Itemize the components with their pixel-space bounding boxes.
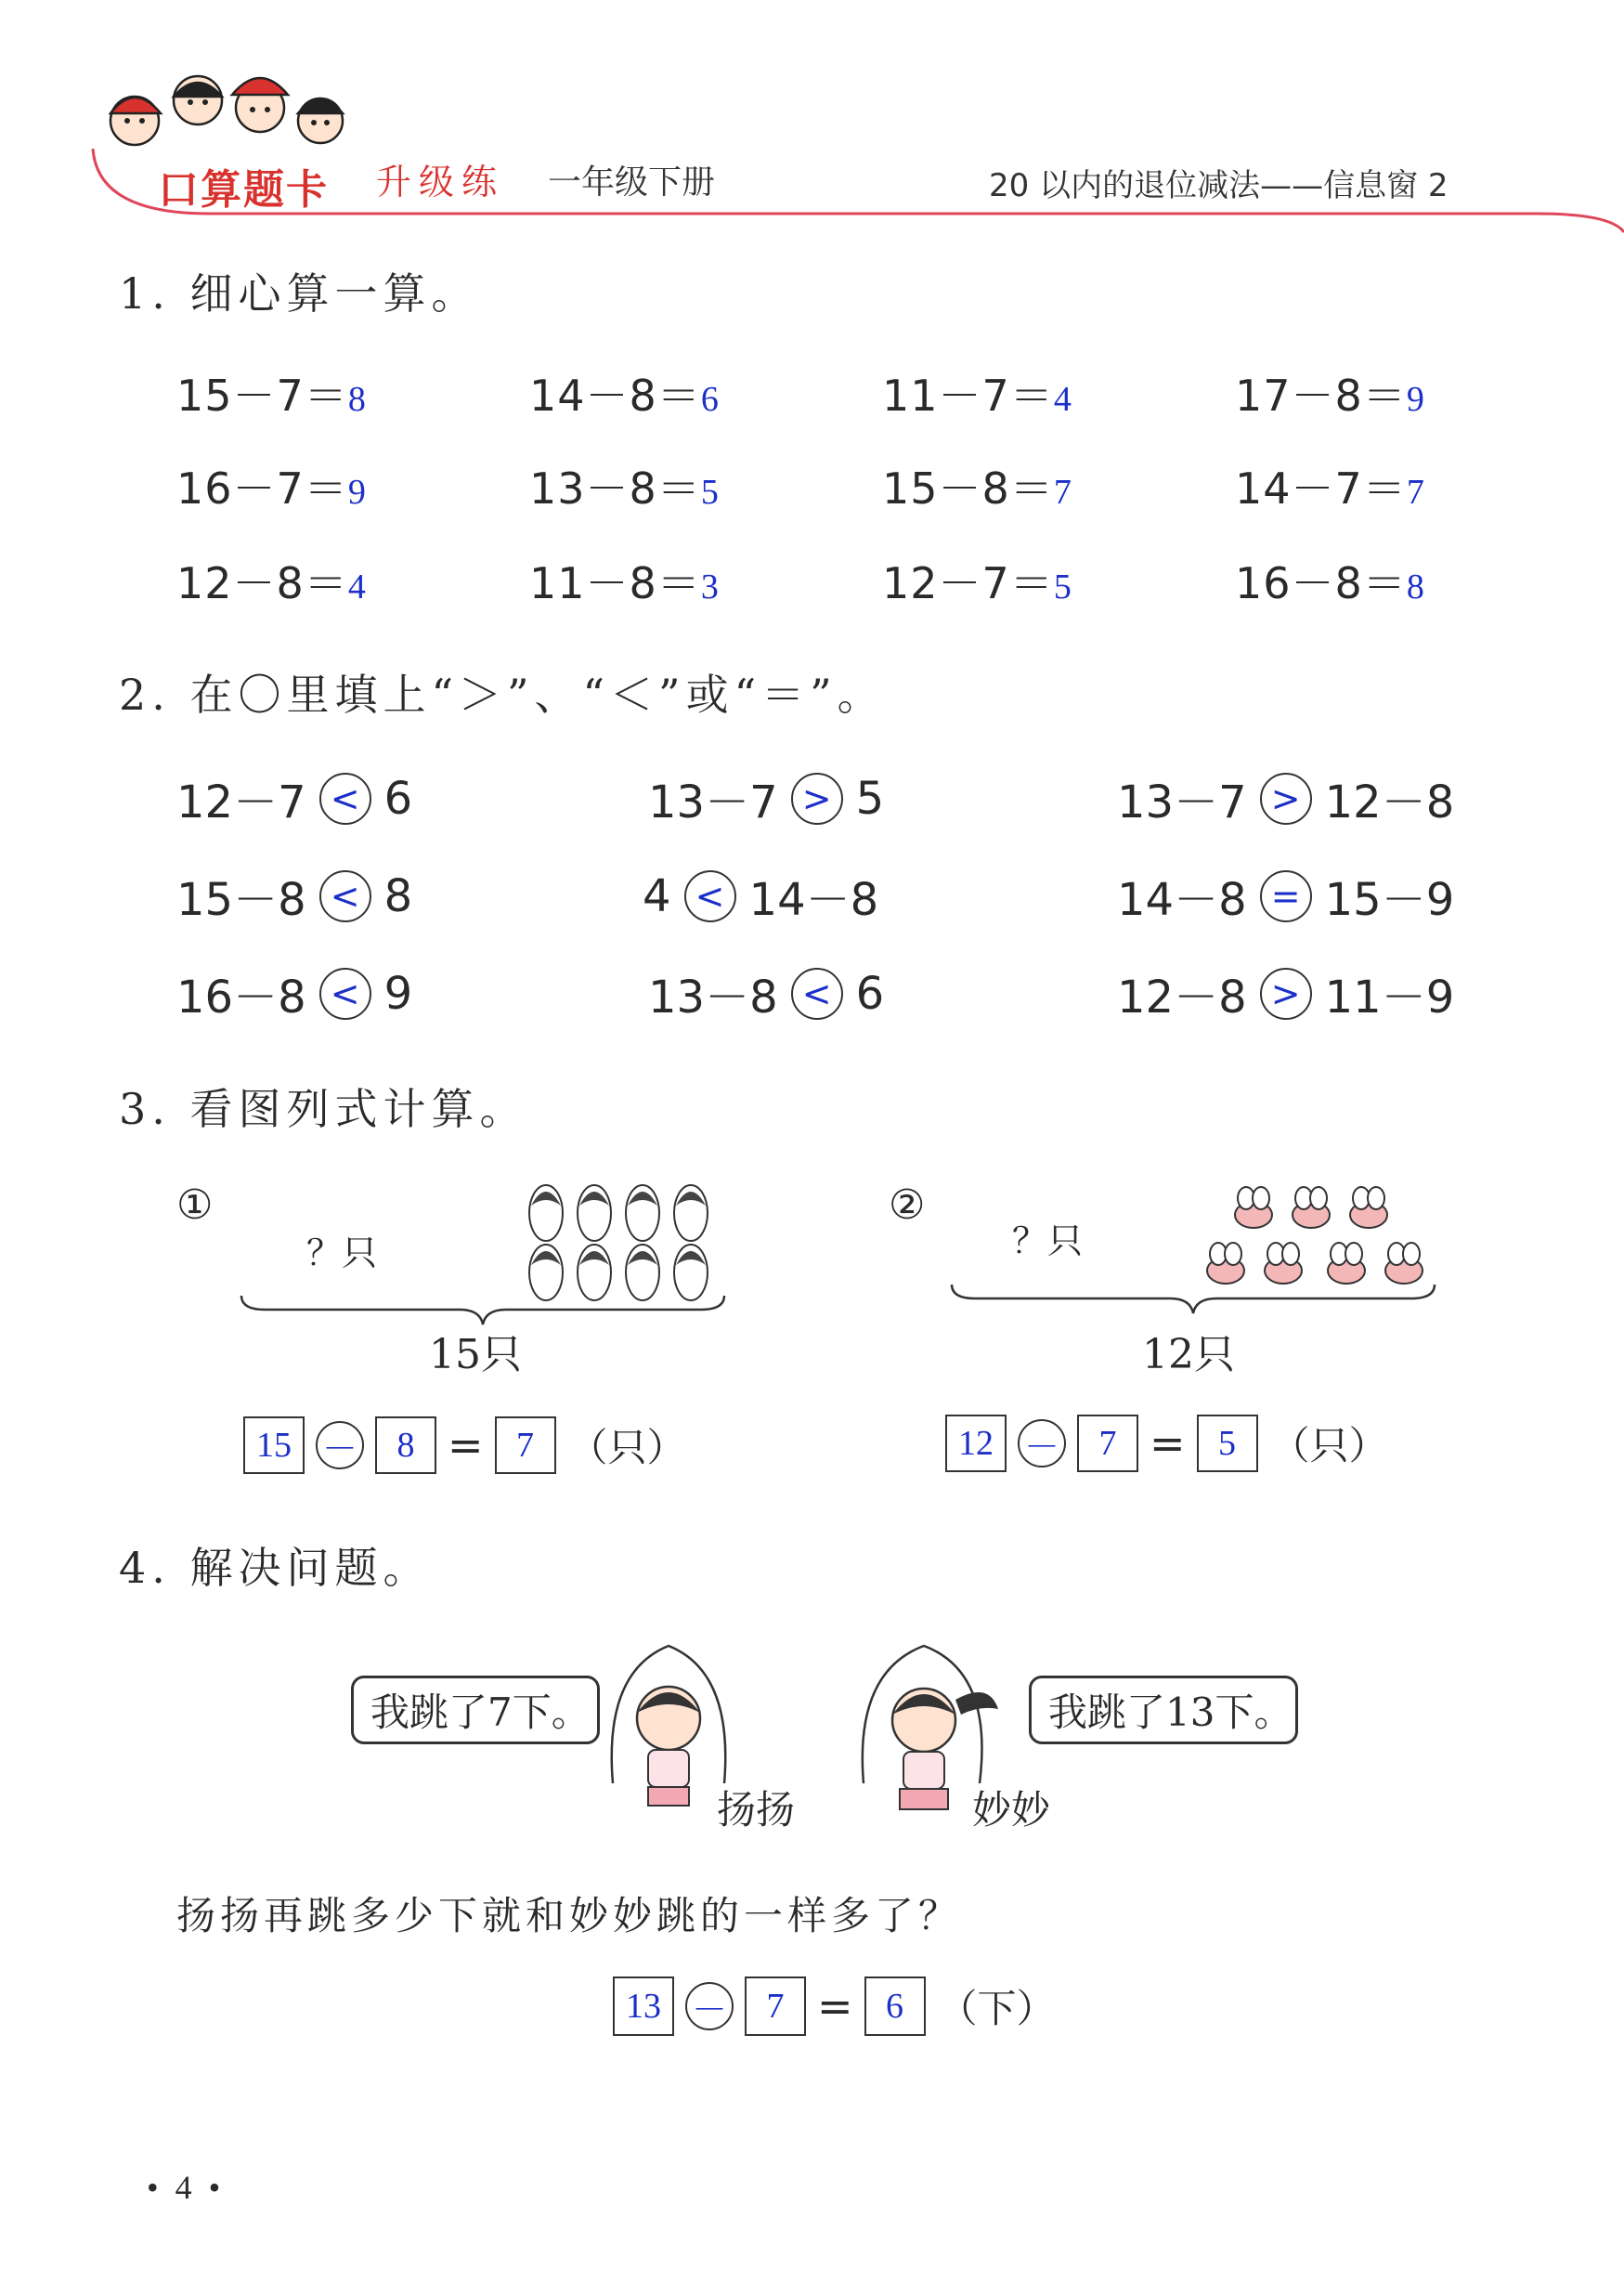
question-4-title: 4. 解决问题。 [119, 1543, 432, 1593]
question-2-title: 2. 在〇里填上“＞”、“＜”或“＝”。 [119, 670, 886, 720]
q2-comparison: 4 < 14－8 [643, 869, 879, 926]
q1-equation: 14－8＝6 [529, 371, 720, 421]
answer: 6 [700, 380, 720, 419]
answer: 8 [1406, 567, 1425, 607]
speech-bubble-right: 我跳了13下。 [1029, 1676, 1298, 1744]
answer-box: 13 [613, 1976, 674, 2036]
answer: 7 [1053, 473, 1072, 512]
part-1-formula [243, 1416, 686, 1474]
compare-circle: > [791, 773, 843, 825]
equals-sign: = [1150, 1418, 1186, 1468]
q2-comparison: 15－8 < 8 [176, 869, 413, 926]
answer: 7 [1406, 473, 1425, 512]
q2-comparison: 13－8 < 6 [648, 967, 885, 1024]
q2-comparison: 12－7 < 6 [176, 772, 413, 828]
part-1-number: ① [176, 1181, 214, 1229]
answer-box: 8 [375, 1416, 436, 1474]
question-1-title: 1. 细心算一算。 [119, 268, 480, 319]
unknown-label: ？只 [1012, 1220, 1084, 1261]
operator-circle: － [316, 1421, 364, 1469]
compare-circle: < [319, 773, 371, 825]
part-2-formula [945, 1415, 1388, 1472]
unit-label: （只） [568, 1425, 686, 1470]
operator-circle: － [685, 1982, 734, 2030]
answer-box: 15 [243, 1416, 305, 1474]
unknown-label: ？只 [306, 1233, 378, 1273]
speech-bubble-left: 我跳了7下。 [351, 1676, 600, 1744]
q1-equation: 13－8＝5 [529, 463, 720, 514]
q1-equation: 15－8＝7 [882, 463, 1072, 514]
equals-sign: = [448, 1420, 484, 1470]
q2-comparison: 14－8 = 15－9 [1117, 864, 1454, 928]
logo-title: 口算题卡 [158, 166, 329, 214]
question-4-text: 扬扬再跳多少下就和妙妙跳的一样多了？ [176, 1893, 963, 1938]
compare-circle: < [684, 870, 736, 922]
compare-circle: = [1260, 870, 1312, 922]
q2-comparison: 13－7 > 5 [648, 772, 885, 828]
equals-sign: = [817, 1981, 853, 2031]
q1-equation: 14－7＝7 [1235, 463, 1425, 514]
answer-box: 6 [864, 1976, 926, 2036]
q2-comparison: 16－8 < 9 [176, 967, 413, 1024]
q1-equation: 16－8＝8 [1235, 558, 1425, 608]
q2-comparison: 12－8 > 11－9 [1117, 961, 1454, 1025]
q1-equation: 11－8＝3 [529, 558, 720, 608]
unit-label: （下） [938, 1986, 1056, 2031]
answer: 3 [700, 567, 720, 607]
q1-equation: 12－8＝4 [176, 558, 367, 608]
answer-box: 5 [1197, 1415, 1258, 1472]
compare-circle: < [319, 870, 371, 922]
answer: 9 [1406, 380, 1425, 419]
name-yangyang: 扬扬 [717, 1787, 796, 1833]
operator-circle: － [1018, 1419, 1066, 1468]
q1-equation: 16－7＝9 [176, 463, 367, 514]
answer: 5 [700, 473, 720, 512]
topic-label: 20 以内的退位减法——信息窗 2 [989, 167, 1449, 204]
answer-box: 12 [945, 1415, 1007, 1472]
answer: 8 [347, 380, 367, 419]
answer-box: 7 [745, 1976, 806, 2036]
answer-box: 7 [495, 1416, 556, 1474]
q1-equation: 11－7＝4 [882, 371, 1072, 421]
total-label: 12只 [1142, 1331, 1235, 1378]
page-number: • 4 • [147, 2169, 221, 2206]
unit-label: （只） [1270, 1423, 1388, 1468]
question-4-formula [613, 1976, 1056, 2036]
penguins-illustration [520, 1178, 724, 1303]
answer: 9 [347, 473, 367, 512]
part-2-number: ② [889, 1181, 926, 1229]
answer: 4 [347, 567, 367, 607]
header-curve-line [88, 139, 1624, 241]
compare-circle: < [319, 968, 371, 1020]
q1-equation: 12－7＝5 [882, 558, 1072, 608]
total-brace [947, 1280, 1439, 1317]
answer-box: 7 [1077, 1415, 1138, 1472]
question-3-title: 3. 看图列式计算。 [119, 1084, 528, 1134]
q1-equation: 15－7＝8 [176, 371, 367, 421]
compare-circle: > [1260, 773, 1312, 825]
total-label: 15只 [429, 1331, 522, 1378]
answer: 5 [1053, 567, 1072, 607]
q1-equation: 17－8＝9 [1235, 371, 1425, 421]
q2-comparison: 13－7 > 12－8 [1117, 766, 1454, 830]
grade-label: 一年级下册 [548, 163, 716, 202]
compare-circle: > [1260, 968, 1312, 1020]
answer: 4 [1053, 380, 1072, 419]
compare-circle: < [791, 968, 843, 1020]
series-label: 升级练 [376, 162, 505, 202]
name-miaomiao: 妙妙 [972, 1787, 1051, 1833]
